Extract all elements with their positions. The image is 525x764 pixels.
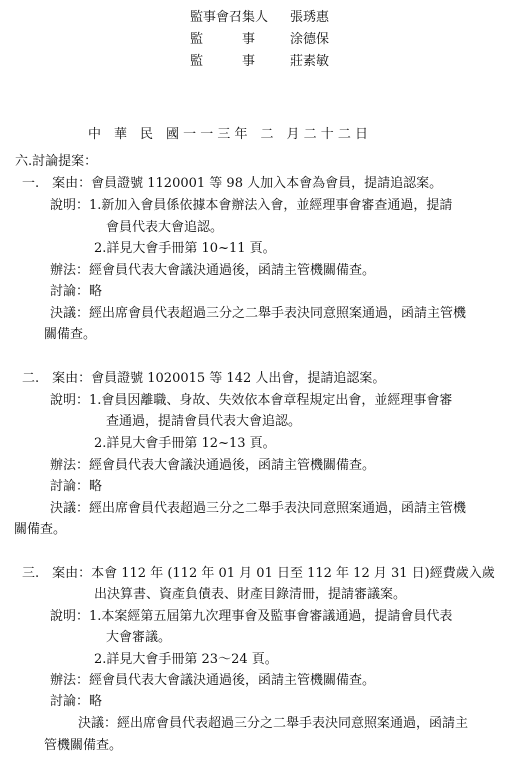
proposal-2-discussion: 討論：略 [50, 479, 103, 494]
proposal-3-discussion: 討論：略 [50, 694, 103, 709]
section-heading: 六.討論提案： [15, 154, 98, 169]
proposal-1-discussion: 討論：略 [50, 284, 103, 299]
signature-name-3: 莊素敏 [290, 54, 330, 69]
proposal-1-method: 辦法：經會員代表大會議決通過後，函請主管機關備查。 [50, 263, 376, 278]
proposal-2-explanation: 說明：1.會員因離職、身故、失效依本會章程規定出會，並經理事會審 [50, 393, 453, 408]
proposal-1-explanation-2: 2.詳見大會手冊第 10~11 頁。 [94, 241, 276, 256]
proposal-3-resolution-cont: 管機關備查。 [44, 738, 123, 753]
proposal-2-resolution: 決議：經出席會員代表超過三分之二舉手表決同意照案通過，函請主管機 [50, 501, 467, 516]
proposal-1-subject: 一. 案由：會員證號 1120001 等 98 人加入本會為會員，提請追認案。 [22, 176, 443, 191]
signature-title-3: 監 事 [190, 54, 256, 69]
signature-title-1: 監事會召集人 [190, 10, 269, 25]
proposal-3-explanation-2: 2.詳見大會手冊第 23～24 頁。 [94, 652, 278, 667]
proposal-2-explanation-cont: 查通過，提請會員代表大會追認。 [106, 414, 302, 429]
proposal-3-explanation: 說明：1.本案經第五屆第九次理事會及監事會審議通過，提請會員代表 [50, 609, 453, 624]
proposal-3-explanation-cont: 大會審議。 [106, 630, 172, 645]
proposal-2-subject: 二. 案由：會員證號 1020015 等 142 人出會，提請追認案。 [22, 371, 386, 386]
signature-name-2: 涂德保 [290, 32, 330, 47]
proposal-2-resolution-cont: 關備查。 [14, 522, 67, 537]
proposal-2-method: 辦法：經會員代表大會議決通過後，函請主管機關備查。 [50, 458, 376, 473]
signature-name-1: 張琇惠 [290, 10, 330, 25]
proposal-3-subject-cont: 出決算書、資產負債表、財產目錄清冊，提請審議案。 [94, 587, 407, 602]
signature-title-2: 監 事 [190, 32, 256, 47]
proposal-1-resolution: 決議：經出席會員代表超過三分之二舉手表決同意照案通過，函請主管機 [50, 306, 467, 321]
proposal-2-explanation-2: 2.詳見大會手冊第 12~13 頁。 [94, 436, 276, 451]
proposal-3-resolution: 決議：經出席會員代表超過三分之二舉手表決同意照案通過，函請主 [78, 716, 469, 731]
proposal-3-subject: 三. 案由：本會 112 年 (112 年 01 月 01 日至 112 年 12 月 31 日)經費歲入歲 [22, 566, 495, 581]
proposal-1-resolution-cont: 關備查。 [44, 327, 97, 342]
document-date: 中 華 民 國 一 一 三 年 二 月 二 十 二 日 [88, 127, 369, 142]
proposal-1-explanation: 說明：1.新加入會員係依據本會辦法入會，並經理事會審查通過，提請 [50, 198, 453, 213]
proposal-1-explanation-cont: 會員代表大會追認。 [106, 220, 224, 235]
proposal-3-method: 辦法：經會員代表大會議決通過後，函請主管機關備查。 [50, 673, 376, 688]
